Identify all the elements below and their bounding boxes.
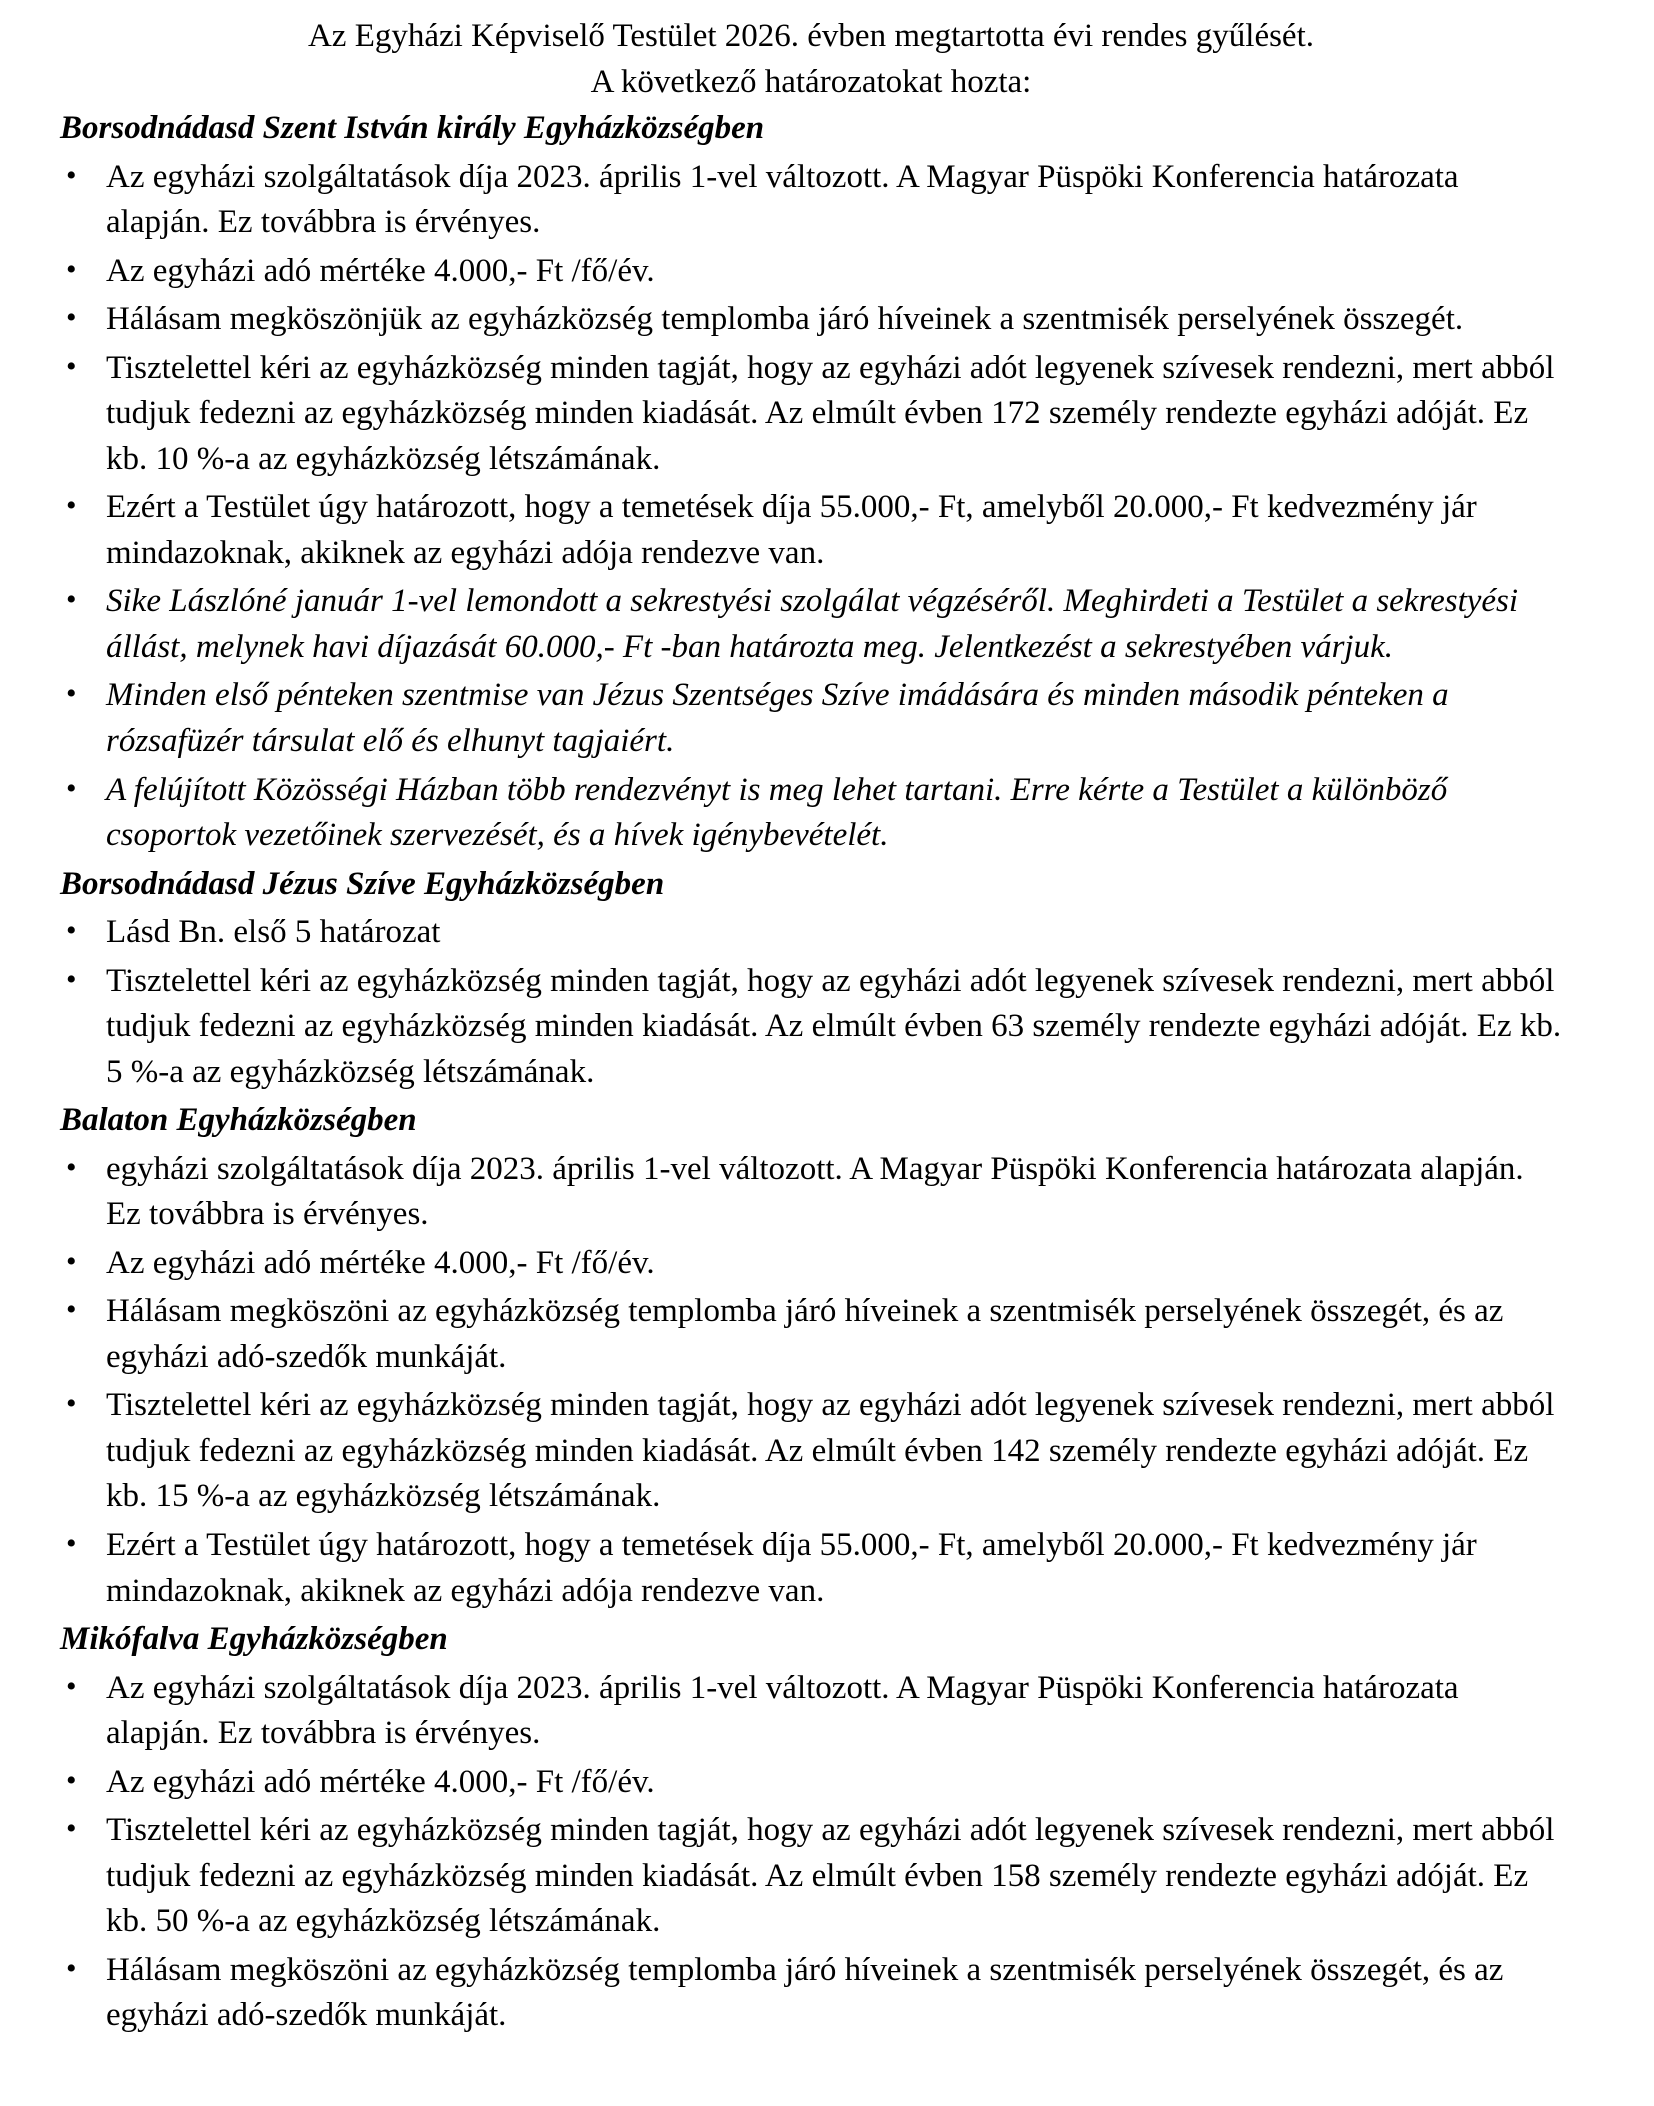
bullet-icon: •: [66, 962, 77, 996]
list-item: [60, 1948, 1562, 2039]
bullet-icon: •: [66, 583, 77, 617]
bullet-icon: •: [66, 1387, 77, 1421]
bullet-icon: •: [66, 1951, 77, 1985]
bullet-icon: •: [66, 1150, 77, 1184]
list-item-text: Ezért a Testület úgy határozott, hogy a temetések díja 55.000,- Ft, amelyből 20.000,- Ft kedvezmény jár mindazoknak, akiknek az egyházi adója rendezve van.: [106, 1527, 1477, 1609]
bullet-icon: •: [66, 914, 77, 948]
bullet-icon: •: [66, 1527, 77, 1560]
list-item: [60, 1666, 1562, 1757]
bullet-icon: •: [66, 771, 77, 805]
bullet-icon: •: [66, 301, 77, 335]
list-item: [60, 249, 1562, 295]
list-item-text: Az egyházi adó mértéke 4.000,- Ft /fő/év.: [106, 1763, 655, 1800]
list-item: [60, 959, 1562, 1096]
list-item: [60, 155, 1562, 246]
list-item: [60, 1383, 1562, 1520]
list-item: [60, 1289, 1562, 1380]
bullet-icon: •: [66, 349, 77, 383]
bullet-icon: •: [66, 1763, 77, 1797]
list-item: [60, 768, 1562, 859]
list-item-text: Hálásam megköszönjük az egyházközség templomba járó híveinek a szentmisék perselyének összegét.: [106, 301, 1464, 338]
section-heading: Borsodnádasd Jézus Szíve Egyházközségben: [60, 865, 665, 902]
list-item-text: Az egyházi adó mértéke 4.000,- Ft /fő/év.: [106, 1244, 655, 1281]
list-item-text: Tisztelettel kéri az egyházközség minden tagját, hogy az egyházi adót legyenek szívesek rendezni, mert abból tudjuk fedezni az egyházközség minden kiadását. Az elmúlt évben 158 személy rendezte egyházi adóját. Ez kb. 50 %-a az egyházközség létszámának.: [106, 1812, 1555, 1940]
list-item: [60, 1808, 1562, 1945]
bullet-icon: •: [66, 1812, 77, 1846]
list-item-text: Tisztelettel kéri az egyházközség minden tagját, hogy az egyházi adót legyenek szívesek rendezni, mert abból tudjuk fedezni az egyházközség minden kiadását. Az elmúlt évben 172 személy rendezte egyházi adóját. Ez kb. 10 %-a az egyházközség létszámának.: [106, 349, 1555, 477]
bullet-icon: •: [66, 677, 77, 711]
list-item: [60, 1523, 1562, 1614]
list-item: [60, 297, 1562, 343]
list-item-text: Tisztelettel kéri az egyházközség minden tagját, hogy az egyházi adót legyenek szívesek rendezni, mert abból tudjuk fedezni az egyházközség minden kiadását. Az elmúlt évben 142 személy rendezte egyházi adóját. Ez kb. 15 %-a az egyházközség létszámának.: [106, 1387, 1555, 1515]
bullet-icon: •: [66, 1669, 77, 1703]
list-item: [60, 1760, 1562, 1806]
list-item-text: Az egyházi adó mértéke 4.000,- Ft /fő/év.: [106, 252, 655, 289]
list-item: [60, 485, 1562, 576]
section-heading: Balaton Egyházközségben: [60, 1102, 417, 1139]
bullet-icon: •: [66, 489, 77, 523]
list-item: [60, 673, 1562, 764]
list-item-text: Tisztelettel kéri az egyházközség minden tagját, hogy az egyházi adót legyenek szívesek rendezni, mert abból tudjuk fedezni az egyházközség minden kiadását. Az elmúlt évben 63 személy rendezte egyházi adóját. Ez kb. 5 %-a az egyházközség létszámának.: [106, 962, 1562, 1090]
list-item-text: Hálásam megköszöni az egyházközség templomba járó híveinek a szentmisék perselyének összegét, és az egyházi adó-szedők munkáját.: [106, 1293, 1504, 1375]
list-item: [60, 910, 1562, 956]
document-title-line-2: A következő határozatokat hozta:: [590, 63, 1032, 100]
list-item-text: Lásd Bn. első 5 határozat: [106, 914, 441, 951]
section-heading: Mikófalva Egyházközségben: [60, 1621, 448, 1658]
list-item-text: Az egyházi szolgáltatások díja 2023. április 1-vel változott. A Magyar Püspöki Konferencia határozata alapján. Ez továbbra is érvényes.: [106, 158, 1459, 241]
list-item-text: Ezért a Testület úgy határozott, hogy a temetések díja 55.000,- Ft, amelyből 20.000,- Ft kedvezmény jár mindazoknak, akiknek az egyházi adója rendezve van.: [106, 489, 1477, 571]
list-item: [60, 579, 1562, 670]
list-item: [60, 1241, 1562, 1287]
list-item: [60, 346, 1562, 483]
list-item-text: Az egyházi szolgáltatások díja 2023. április 1-vel változott. A Magyar Püspöki Konferencia határozata alapján. Ez továbbra is érvényes.: [106, 1669, 1459, 1752]
bullet-icon: •: [66, 158, 77, 192]
list-item-text: Hálásam megköszöni az egyházközség templomba járó híveinek a szentmisék perselyének összegét, és az egyházi adó-szedők munkáját.: [106, 1951, 1504, 2034]
list-item-text: A felújított Közösségi Házban több rendezvényt is meg lehet tartani. Erre kérte a Testület a különböző csoportok vezetőinek szervezését, és a hívek igénybevételét.: [106, 771, 1448, 854]
list-item-text: egyházi szolgáltatások díja 2023. április 1-vel változott. A Magyar Püspöki Konferencia határozata alapján. Ez továbbra is érvényes.: [106, 1150, 1524, 1233]
section-heading: Borsodnádasd Szent István király Egyházközségben: [60, 110, 765, 147]
bullet-icon: •: [66, 1244, 77, 1278]
bullet-icon: •: [66, 252, 77, 286]
list-item: [60, 1147, 1562, 1238]
document-body: [60, 106, 1562, 2039]
bullet-icon: •: [66, 1293, 77, 1327]
list-item-text: Sike Lászlóné január 1-vel lemondott a sekrestyési szolgálat végzéséről. Meghirdeti a Testület a sekrestyési állást, melynek havi díjazását 60.000,- Ft -ban határozta meg. Jelentkezést a sekrestyében várjuk.: [106, 583, 1519, 665]
list-item-text: Minden első pénteken szentmise van Jézus Szentséges Szíve imádására és minden második pénteken a rózsafüzér társulat elő és elhunyt tagjaiért.: [106, 677, 1449, 759]
document-title-line-1: Az Egyházi Képviselő Testület 2026. évben megtartotta évi rendes gyűlését.: [307, 18, 1315, 54]
